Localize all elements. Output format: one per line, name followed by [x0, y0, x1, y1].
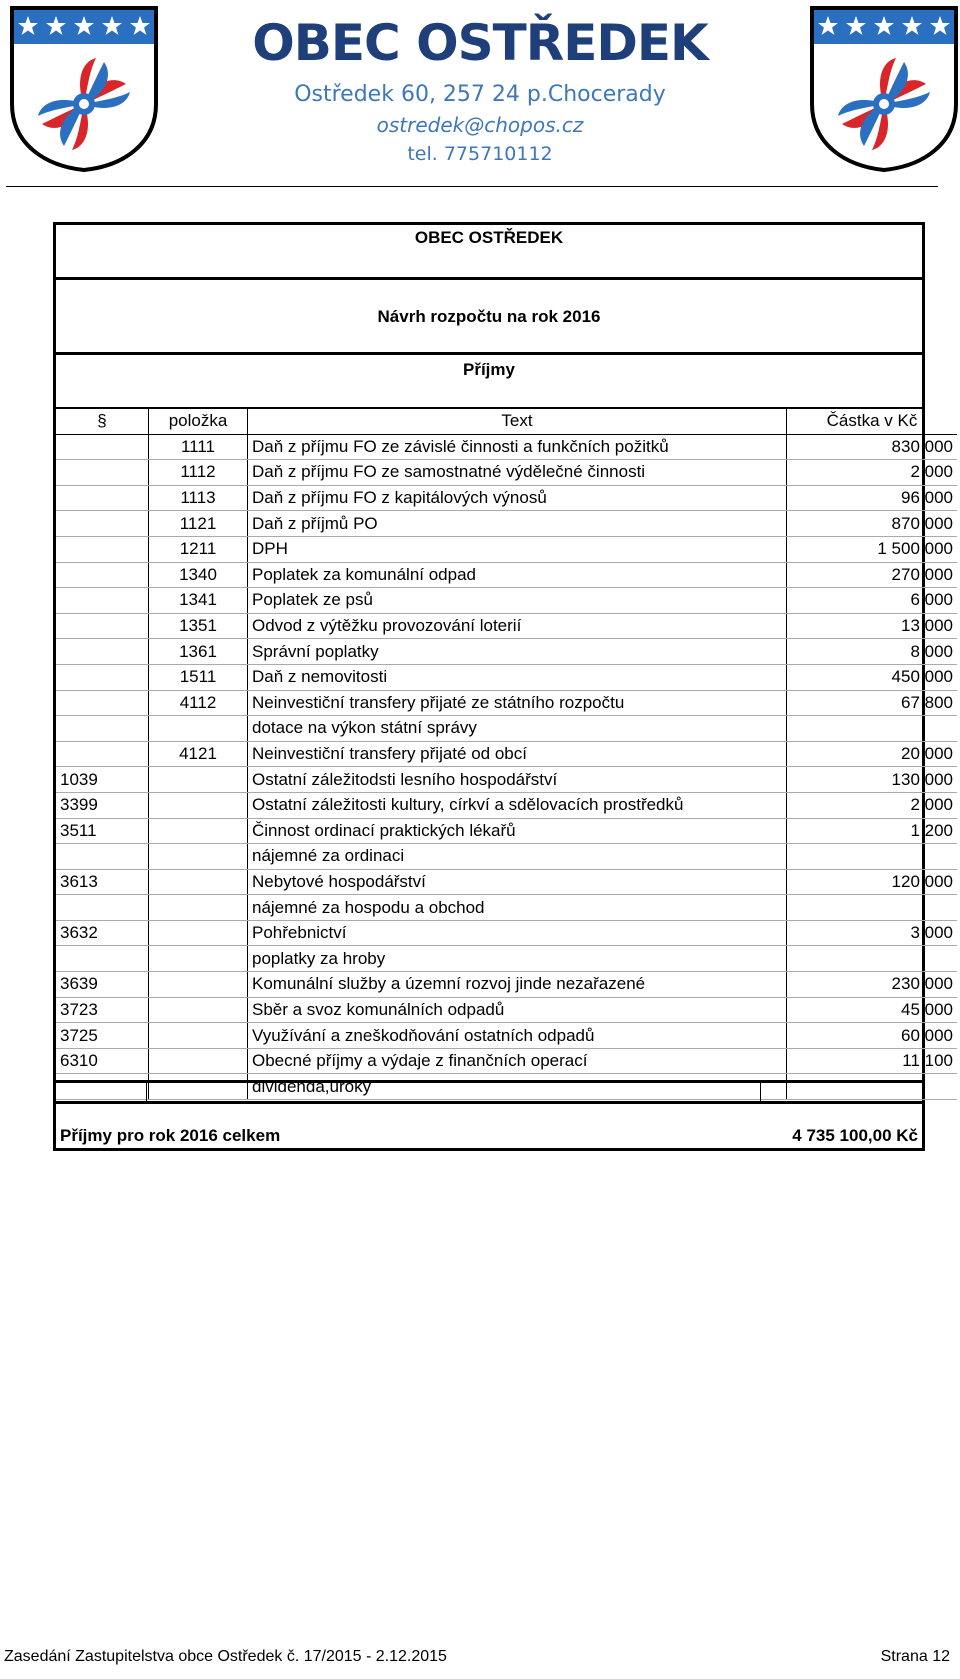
cell-item: 1113 [149, 485, 248, 511]
cell-paragraph [56, 485, 149, 511]
col-header-text: Text [248, 409, 787, 434]
cell-paragraph [56, 434, 149, 460]
cell-item: 1112 [149, 460, 248, 486]
cell-item [149, 972, 248, 998]
header-divider [6, 186, 938, 187]
total-row [56, 1101, 922, 1151]
coat-of-arms-right-icon [808, 4, 960, 174]
table-row [56, 588, 957, 614]
cell-text: Neinvestiční transfery přijaté ze státního rozpočtu [248, 690, 787, 716]
cell-item [149, 844, 248, 870]
cell-text: Nebytové hospodářství [248, 869, 787, 895]
table-row [56, 869, 957, 895]
table-row [56, 997, 957, 1023]
budget-heading-title: Návrh rozpočtu na rok 2016 [56, 280, 922, 355]
cell-text: Neinvestiční transfery přijaté od obcí [248, 741, 787, 767]
cell-amount: 230 000 [787, 972, 958, 998]
cell-text: Odvod z výtěžku provozování loterií [248, 613, 787, 639]
table-row [56, 767, 957, 793]
cell-amount [787, 844, 958, 870]
cell-item [149, 946, 248, 972]
cell-paragraph: 3511 [56, 818, 149, 844]
cell-amount: 130 000 [787, 767, 958, 793]
cell-paragraph [56, 895, 149, 921]
table-row [56, 485, 957, 511]
footer-page-number: Strana 12 [880, 1648, 950, 1665]
table-header-row [56, 409, 957, 434]
cell-text: Ostatní záležitodsti lesního hospodářství [248, 767, 787, 793]
cell-paragraph [56, 741, 149, 767]
col-header-paragraph: § [56, 409, 149, 434]
cell-item: 4121 [149, 741, 248, 767]
cell-amount [787, 716, 958, 742]
cell-amount: 11 100 [787, 1048, 958, 1074]
cell-item: 1511 [149, 664, 248, 690]
table-row [56, 818, 957, 844]
table-row [56, 639, 957, 665]
cell-text: Obecné příjmy a výdaje z finančních operací [248, 1048, 787, 1074]
cell-item: 1351 [149, 613, 248, 639]
cell-item [149, 1023, 248, 1049]
table-row [56, 664, 957, 690]
cell-amount: 13 000 [787, 613, 958, 639]
cell-item: 1341 [149, 588, 248, 614]
table-row [56, 460, 957, 486]
cell-amount: 1 200 [787, 818, 958, 844]
cell-amount: 60 000 [787, 1023, 958, 1049]
cell-text: nájemné za hospodu a obchod [248, 895, 787, 921]
cell-paragraph: 3639 [56, 972, 149, 998]
cell-text: Daň z příjmu FO z kapitálových výnosů [248, 485, 787, 511]
cell-amount: 20 000 [787, 741, 958, 767]
cell-text: Komunální služby a územní rozvoj jinde nezařazené [248, 972, 787, 998]
table-row [56, 741, 957, 767]
cell-item: 1121 [149, 511, 248, 537]
budget-heading-section: Příjmy [56, 355, 922, 409]
cell-paragraph [56, 844, 149, 870]
table-row [56, 613, 957, 639]
income-items-table [56, 409, 957, 1100]
table-row [56, 895, 957, 921]
cell-item: 1111 [149, 434, 248, 460]
table-row [56, 434, 957, 460]
cell-paragraph [56, 536, 149, 562]
cell-text: dotace na výkon státní správy [248, 716, 787, 742]
cell-amount: 6 000 [787, 588, 958, 614]
table-row [56, 972, 957, 998]
cell-item: 1361 [149, 639, 248, 665]
cell-item [149, 895, 248, 921]
cell-paragraph [56, 588, 149, 614]
village-address: Ostředek 60, 257 24 p.Chocerady [294, 82, 666, 107]
total-label: Příjmy pro rok 2016 celkem [60, 1126, 281, 1145]
cell-amount: 830 000 [787, 434, 958, 460]
cell-amount: 1 500 000 [787, 536, 958, 562]
letterhead [200, 8, 760, 168]
cell-text: Pohřebnictví [248, 920, 787, 946]
cell-paragraph [56, 664, 149, 690]
table-spacer-row [56, 1080, 922, 1101]
cell-amount [787, 895, 958, 921]
cell-text: Správní poplatky [248, 639, 787, 665]
table-row [56, 920, 957, 946]
cell-item [149, 997, 248, 1023]
col-header-amount: Částka v Kč [787, 409, 958, 434]
cell-amount: 67 800 [787, 690, 958, 716]
cell-item: 4112 [149, 690, 248, 716]
cell-text: dividenda,úroky [248, 1074, 787, 1100]
cell-text: Daň z příjmů PO [248, 511, 787, 537]
cell-paragraph: 3399 [56, 792, 149, 818]
cell-text: poplatky za hroby [248, 946, 787, 972]
village-email: ostredek@chopos.cz [376, 113, 584, 137]
cell-text: Činnost ordinací praktických lékařů [248, 818, 787, 844]
cell-paragraph [56, 460, 149, 486]
cell-amount: 45 000 [787, 997, 958, 1023]
cell-paragraph: 1039 [56, 767, 149, 793]
village-title: OBEC OSTŘEDEK [252, 14, 708, 72]
cell-item [149, 792, 248, 818]
cell-amount: 870 000 [787, 511, 958, 537]
cell-paragraph [56, 562, 149, 588]
cell-text: Ostatní záležitosti kultury, církví a sdělovacích prostředků [248, 792, 787, 818]
cell-amount: 2 000 [787, 460, 958, 486]
cell-paragraph [56, 511, 149, 537]
table-row [56, 511, 957, 537]
total-value: 4 735 100,00 Kč [792, 1126, 918, 1145]
table-row [56, 946, 957, 972]
cell-text: Využívání a zneškodňování ostatních odpadů [248, 1023, 787, 1049]
cell-paragraph [56, 690, 149, 716]
cell-item [149, 767, 248, 793]
cell-paragraph: 3613 [56, 869, 149, 895]
cell-item: 1211 [149, 536, 248, 562]
cell-amount: 120 000 [787, 869, 958, 895]
cell-paragraph [56, 716, 149, 742]
footer-meeting: Zasedání Zastupitelstva obce Ostředek č. 17/2015 - 2.12.2015 [4, 1648, 447, 1665]
cell-text: Sběr a svoz komunálních odpadů [248, 997, 787, 1023]
cell-paragraph [56, 639, 149, 665]
village-phone: tel. 775710112 [407, 143, 553, 165]
coat-of-arms-left-icon [8, 4, 160, 174]
cell-amount: 270 000 [787, 562, 958, 588]
cell-amount: 8 000 [787, 639, 958, 665]
cell-amount: 3 000 [787, 920, 958, 946]
cell-paragraph [56, 613, 149, 639]
cell-paragraph [56, 946, 149, 972]
table-row [56, 844, 957, 870]
cell-item [149, 818, 248, 844]
table-row [56, 1023, 957, 1049]
cell-item: 1340 [149, 562, 248, 588]
cell-item [149, 869, 248, 895]
table-row [56, 716, 957, 742]
cell-text: DPH [248, 536, 787, 562]
cell-amount: 450 000 [787, 664, 958, 690]
cell-amount: 2 000 [787, 792, 958, 818]
cell-item [149, 716, 248, 742]
table-row [56, 536, 957, 562]
table-row [56, 562, 957, 588]
crest-shape [12, 8, 156, 170]
cell-text: Daň z příjmu FO ze samostnatné výdělečné činnosti [248, 460, 787, 486]
table-row [56, 690, 957, 716]
table-row [56, 792, 957, 818]
cell-paragraph: 3725 [56, 1023, 149, 1049]
cell-item [149, 920, 248, 946]
cell-item [149, 1048, 248, 1074]
table-row [56, 1048, 957, 1074]
budget-heading-village: OBEC OSTŘEDEK [56, 225, 922, 280]
cell-amount [787, 946, 958, 972]
cell-text: Poplatek ze psů [248, 588, 787, 614]
cell-text: Daň z příjmu FO ze závislé činnosti a funkčních požitků [248, 434, 787, 460]
cell-text: nájemné za ordinaci [248, 844, 787, 870]
cell-text: Daň z nemovitosti [248, 664, 787, 690]
cell-paragraph: 3632 [56, 920, 149, 946]
cell-paragraph: 3723 [56, 997, 149, 1023]
cell-text: Poplatek za komunální odpad [248, 562, 787, 588]
col-header-item: položka [149, 409, 248, 434]
cell-paragraph: 6310 [56, 1048, 149, 1074]
budget-table [53, 222, 953, 1151]
cell-amount: 96 000 [787, 485, 958, 511]
